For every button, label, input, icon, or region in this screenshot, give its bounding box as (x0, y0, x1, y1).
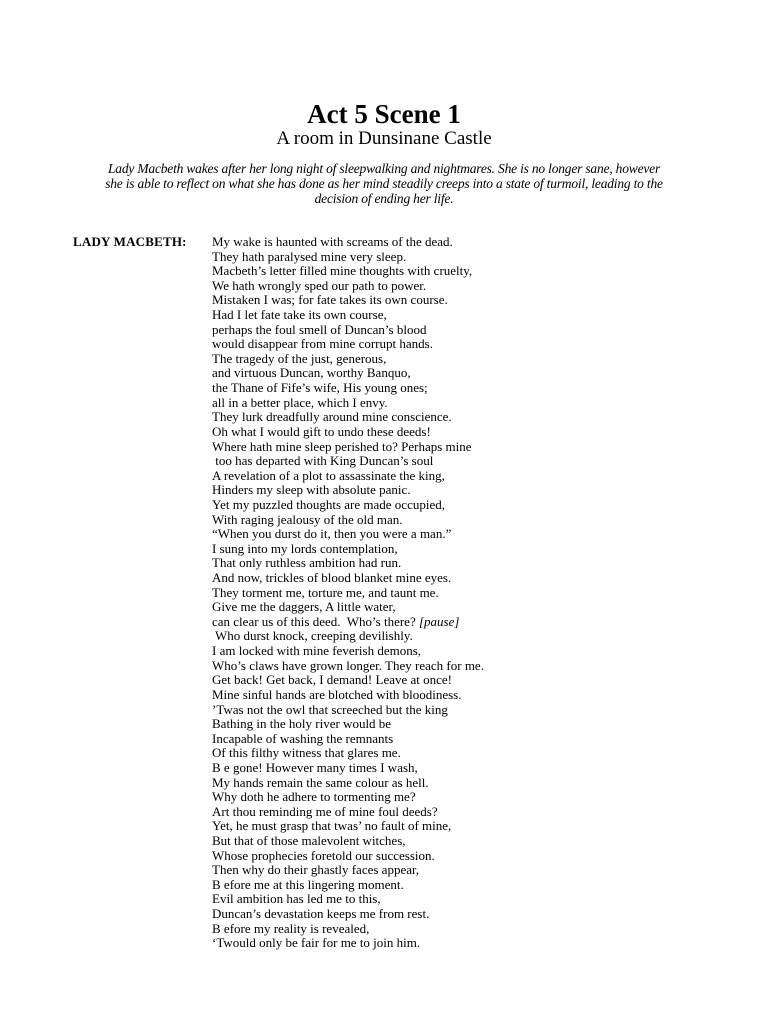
verse-line: Who durst knock, creeping devilishly. (212, 628, 413, 644)
verse-line-with-stage-direction (212, 615, 692, 630)
verse-line: Had I let fate take its own course, (212, 307, 387, 323)
verse-line: would disappear from mine corrupt hands. (212, 336, 433, 352)
verse-text: can clear us of this deed. Who’s there? (212, 613, 416, 629)
verse-line: Of this filthy witness that glares me. (212, 745, 401, 761)
verse-line: I sung into my lords contemplation, (212, 540, 398, 556)
verse-line: Who’s claws have grown longer. They reach for me. (212, 657, 484, 673)
verse-line: Art thou reminding me of mine foul deeds? (212, 803, 438, 819)
verse-line: Incapable of washing the remnants (212, 730, 394, 746)
verse-line: But that of those malevolent witches, (212, 832, 406, 848)
verse-line: and virtuous Duncan, worthy Banquo, (212, 365, 411, 381)
verse-line: A revelation of a plot to assassinate the king, (212, 467, 445, 483)
verse-line: Give me the daggers, A little water, (212, 599, 396, 615)
verse-line: Mistaken I was; for fate takes its own course. (212, 292, 448, 308)
intro-line: Lady Macbeth wakes after her long night of sleepwalking and nightmares. She is no longer sane, however (107, 161, 661, 176)
verse-line: Why doth he adhere to tormenting me? (212, 789, 416, 805)
verse-line: Evil ambition has led me to this, (212, 891, 381, 907)
verse-line: Yet my puzzled thoughts are made occupied, (212, 496, 445, 512)
verse-line: With raging jealousy of the old man. (212, 511, 403, 527)
verse-line: They hath paralysed mine very sleep. (212, 248, 407, 264)
speaker-name: LADY MACBETH: (73, 234, 187, 249)
scene-title: Act 5 Scene 1 (307, 99, 461, 129)
verse-line: The tragedy of the just, generous, (212, 350, 387, 366)
verse-line: Mine sinful hands are blotched with bloodiness. (212, 686, 462, 702)
verse-line: Whose prophecies foretold our succession. (212, 847, 435, 863)
verse-line: We hath wrongly sped our path to power. (212, 277, 427, 293)
verse-line: Where hath mine sleep perished to? Perhaps mine (212, 438, 472, 454)
verse-line: Yet, he must grasp that twas’ no fault of mine, (212, 818, 452, 834)
verse-line: Get back! Get back, I demand! Leave at once! (212, 672, 453, 688)
verse-line: too has departed with King Duncan’s soul (212, 453, 434, 469)
monologue (212, 235, 692, 951)
verse-line: Oh what I would gift to undo these deeds! (212, 423, 431, 439)
verse-line: Hinders my sleep with absolute panic. (212, 482, 411, 498)
verse-line: My hands remain the same colour as hell. (212, 774, 429, 790)
verse-line: Duncan’s devastation keeps me from rest. (212, 906, 430, 922)
verse-line: B efore my reality is revealed, (212, 920, 370, 936)
verse-line: all in a better place, which I envy. (212, 394, 388, 410)
verse-line: And now, trickles of blood blanket mine eyes. (212, 570, 452, 586)
verse-line: My wake is haunted with screams of the dead. (212, 234, 453, 249)
stage-direction: [pause] (418, 613, 460, 629)
intro-line: she is able to reflect on what she has done as her mind steadily creeps into a state of turmoil, leading to the (105, 176, 663, 191)
verse-line: Then why do their ghastly faces appear, (212, 862, 420, 878)
verse-line: ’Twas not the owl that screeched but the king (212, 701, 448, 717)
verse-line: That only ruthless ambition had run. (212, 555, 402, 571)
verse-line: B efore me at this lingering moment. (212, 876, 404, 892)
verse-line: Bathing in the holy river would be (212, 716, 392, 732)
verse-line: “When you durst do it, then you were a man.” (212, 526, 452, 542)
verse-line: They lurk dreadfully around mine conscience. (212, 409, 452, 425)
verse-line: the Thane of Fife’s wife, His young ones; (212, 380, 428, 396)
verse-line: They torment me, torture me, and taunt me. (212, 584, 439, 600)
verse-line: ‘Twould only be fair for me to join him. (212, 935, 421, 951)
scene-setting: A room in Dunsinane Castle (276, 128, 492, 149)
verse-line: B e gone! However many times I wash, (212, 759, 418, 775)
intro-line: decision of ending her life. (314, 191, 454, 206)
verse-line: Macbeth’s letter filled mine thoughts with cruelty, (212, 263, 473, 279)
verse-line: I am locked with mine feverish demons, (212, 643, 422, 659)
scene-introduction (72, 161, 696, 206)
verse-line: perhaps the foul smell of Duncan’s blood (212, 321, 427, 337)
